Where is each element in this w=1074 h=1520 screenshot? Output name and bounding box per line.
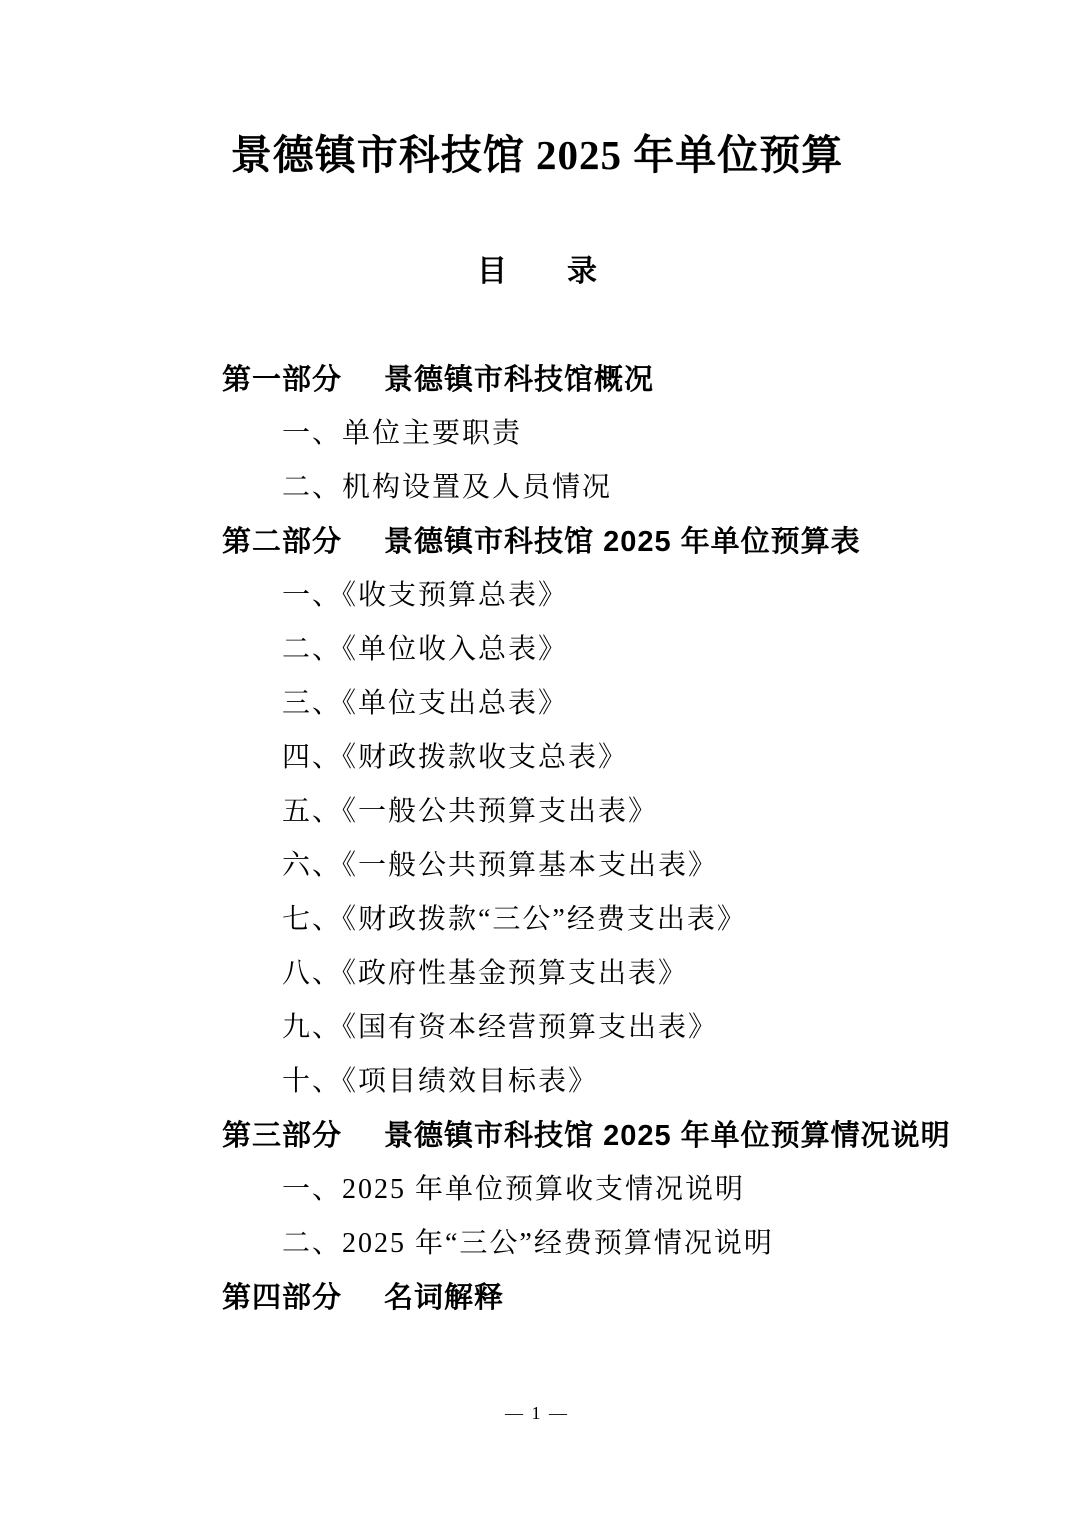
toc-item [0,839,1074,893]
toc-item-text: 二、机构设置及人员情况 [282,472,613,503]
toc-item [0,677,1074,731]
toc-item [0,407,1074,461]
toc-item [0,947,1074,1001]
toc-item-text: 四、《财政拨款收支总表》 [282,742,629,773]
toc-item [0,1217,1074,1271]
toc-section-label: 第一部分 [222,364,343,396]
toc-section-label: 第三部分 [222,1120,343,1152]
toc-section-part4 [0,1271,1074,1325]
page-number: — 1 — [505,1403,569,1423]
toc-item-text: 二、2025 年“三公”经费预算情况说明 [282,1228,774,1259]
toc-section-label: 第二部分 [222,526,343,558]
toc-item-text: 八、《政府性基金预算支出表》 [282,958,689,989]
toc-item-text: 五、《一般公共预算支出表》 [282,796,659,827]
toc-section-label: 第四部分 [222,1282,343,1314]
toc-section-part3 [0,1109,1074,1163]
toc-item [0,1163,1074,1217]
toc-item-text: 七、《财政拨款“三公”经费支出表》 [282,904,747,935]
toc-item [0,785,1074,839]
toc-section-title: 名词解释 [384,1282,505,1314]
toc-item [0,569,1074,623]
toc-section-part1 [0,353,1074,407]
document-title: 景德镇市科技馆 2025 年单位预算 [230,132,844,178]
toc-item [0,1055,1074,1109]
toc-section-title: 景德镇市科技馆概况 [384,364,655,396]
toc-item [0,893,1074,947]
toc-section-title: 景德镇市科技馆 2025 年单位预算表 [384,526,861,558]
toc-item [0,623,1074,677]
toc-item [0,461,1074,515]
toc-item-text: 六、《一般公共预算基本支出表》 [282,850,719,881]
toc-section-title: 景德镇市科技馆 2025 年单位预算情况说明 [384,1120,951,1152]
toc-item-text: 一、《收支预算总表》 [282,580,569,611]
toc-item [0,1001,1074,1055]
toc-item-text: 十、《项目绩效目标表》 [282,1066,599,1097]
toc-heading: 目 录 [477,255,597,288]
table-of-contents [0,353,1074,1325]
toc-item-text: 一、单位主要职责 [282,418,523,449]
toc-item [0,731,1074,785]
toc-item-text: 一、2025 年单位预算收支情况说明 [282,1174,746,1205]
toc-item-text: 三、《单位支出总表》 [282,688,569,719]
toc-section-part2 [0,515,1074,569]
toc-item-text: 九、《国有资本经营预算支出表》 [282,1012,719,1043]
toc-item-text: 二、《单位收入总表》 [282,634,569,665]
